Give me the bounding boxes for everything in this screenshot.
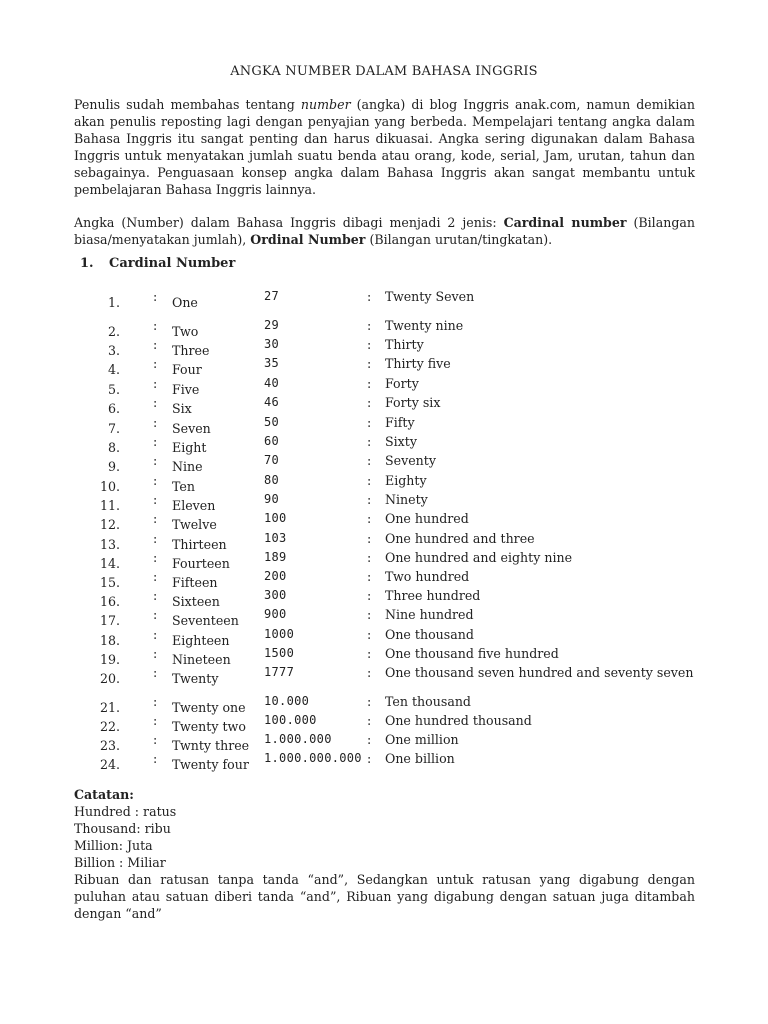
- row-colon: :: [367, 453, 372, 468]
- row-english: One thousand: [385, 627, 474, 642]
- row-word: Ten: [172, 479, 195, 494]
- note-line: Million: Juta: [74, 838, 153, 853]
- row-english: Two hundred: [385, 569, 470, 584]
- row-word: Nineteen: [172, 652, 231, 667]
- row-english: Twenty Seven: [385, 289, 475, 304]
- row-digits: 35: [264, 356, 280, 370]
- row-index: 19.: [99, 652, 120, 667]
- row-colon: :: [153, 356, 158, 371]
- row-colon: :: [367, 627, 372, 642]
- row-index: 17.: [99, 613, 120, 628]
- row-word: One: [172, 295, 198, 310]
- intro-emphasis: number: [300, 97, 351, 112]
- row-colon: :: [367, 511, 372, 526]
- row-word: Five: [172, 382, 200, 397]
- row-colon: :: [367, 395, 372, 410]
- row-digits: 10.000: [264, 694, 310, 708]
- row-colon: :: [153, 492, 158, 507]
- row-word: Twelve: [172, 517, 217, 532]
- row-colon: :: [153, 376, 158, 391]
- row-english: One million: [385, 732, 459, 747]
- row-colon: :: [367, 713, 372, 728]
- row-colon: :: [367, 569, 372, 584]
- row-index: 2.: [107, 324, 120, 339]
- row-colon: :: [153, 473, 158, 488]
- row-colon: :: [153, 550, 158, 565]
- note-and-rule: Ribuan dan ratusan tanpa tanda “and”, Sedangkan untuk ratusan yang digabung dengan puluhan atau satuan diberi tanda “and”, Ribuan yang digabung dengan satuan juga ditambah dengan “and”: [74, 872, 695, 921]
- row-digits: 300: [264, 588, 287, 602]
- row-colon: :: [153, 434, 158, 449]
- row-digits: 90: [264, 492, 280, 506]
- row-colon: :: [153, 588, 158, 603]
- row-index: 20.: [99, 671, 120, 686]
- row-index: 15.: [99, 575, 120, 590]
- row-colon: :: [367, 550, 372, 565]
- row-colon: :: [367, 289, 372, 304]
- row-english: One hundred and three: [385, 531, 535, 546]
- number-row: [0, 665, 768, 685]
- row-colon: :: [153, 751, 158, 766]
- row-english: One thousand five hundred: [385, 646, 559, 661]
- number-row: [0, 694, 768, 714]
- row-word: Twenty four: [172, 757, 249, 772]
- section-label: Cardinal Number: [109, 256, 236, 271]
- row-colon: :: [153, 665, 158, 680]
- row-digits: 70: [264, 453, 280, 467]
- row-colon: :: [153, 511, 158, 526]
- row-colon: :: [153, 607, 158, 622]
- intro-text-start: Penulis sudah membahas tentang: [74, 97, 301, 112]
- row-english: Fifty: [385, 415, 415, 430]
- row-digits: 30: [264, 337, 280, 351]
- row-index: 8.: [107, 440, 120, 455]
- row-word: Twenty one: [172, 700, 246, 715]
- number-row: [0, 473, 768, 493]
- row-index: 1.: [107, 295, 120, 310]
- notes-heading: Catatan:: [74, 787, 134, 802]
- row-word: Six: [172, 401, 192, 416]
- row-colon: :: [367, 434, 372, 449]
- row-colon: :: [367, 607, 372, 622]
- row-digits: 100: [264, 511, 287, 525]
- number-row: [0, 395, 768, 415]
- row-word: Eight: [172, 440, 207, 455]
- row-colon: :: [367, 588, 372, 603]
- row-colon: :: [153, 453, 158, 468]
- row-colon: :: [367, 415, 372, 430]
- number-types-paragraph: [74, 214, 695, 248]
- row-word: Four: [172, 362, 202, 377]
- number-row: [0, 550, 768, 570]
- row-english: Forty: [385, 376, 419, 391]
- row-index: 22.: [99, 719, 120, 734]
- row-word: Seventeen: [172, 613, 239, 628]
- row-word: Fifteen: [172, 575, 218, 590]
- row-english: Seventy: [385, 453, 436, 468]
- row-index: 18.: [99, 633, 120, 648]
- row-english: One thousand seven hundred and seventy seven: [385, 665, 694, 680]
- row-index: 10.: [99, 479, 120, 494]
- ordinal-desc: (Bilangan urutan/tingkatan).: [365, 232, 553, 247]
- row-word: Sixteen: [172, 594, 220, 609]
- row-english: One hundred and eighty nine: [385, 550, 573, 565]
- row-index: 11.: [99, 498, 120, 513]
- row-word: Eighteen: [172, 633, 230, 648]
- row-digits: 900: [264, 607, 287, 621]
- row-digits: 1777: [264, 665, 295, 679]
- row-colon: :: [367, 751, 372, 766]
- row-digits: 1.000.000: [264, 732, 332, 746]
- row-word: Fourteen: [172, 556, 230, 571]
- row-colon: :: [153, 531, 158, 546]
- number-row: [0, 531, 768, 551]
- row-colon: :: [367, 492, 372, 507]
- row-english: Thirty five: [385, 356, 451, 371]
- row-english: Thirty: [385, 337, 424, 352]
- section-number: 1.: [80, 256, 94, 271]
- row-english: Twenty nine: [385, 318, 464, 333]
- types-lead: Angka (Number) dalam Bahasa Inggris dibagi menjadi 2 jenis:: [74, 215, 504, 230]
- row-index: 9.: [107, 459, 120, 474]
- row-colon: :: [367, 473, 372, 488]
- number-row: [0, 492, 768, 512]
- row-index: 7.: [107, 421, 120, 436]
- row-colon: :: [367, 646, 372, 661]
- number-row: [0, 607, 768, 627]
- row-digits: 80: [264, 473, 280, 487]
- row-english: Ten thousand: [385, 694, 471, 709]
- number-row: [0, 415, 768, 435]
- row-colon: :: [367, 376, 372, 391]
- row-english: Ninety: [385, 492, 428, 507]
- row-english: One hundred: [385, 511, 469, 526]
- row-digits: 100.000: [264, 713, 317, 727]
- row-digits: 46: [264, 395, 280, 409]
- row-colon: :: [153, 732, 158, 747]
- row-colon: :: [153, 395, 158, 410]
- number-row: [0, 713, 768, 733]
- row-word: Twenty: [172, 671, 219, 686]
- row-index: 12.: [99, 517, 120, 532]
- row-word: Seven: [172, 421, 211, 436]
- row-digits: 103: [264, 531, 287, 545]
- note-line: Billion : Miliar: [74, 855, 166, 870]
- row-digits: 1.000.000.000: [264, 751, 362, 765]
- cardinal-desc: (Bilangan biasa/menyatakan jumlah),: [74, 215, 695, 247]
- row-english: Sixty: [385, 434, 417, 449]
- row-colon: :: [367, 356, 372, 371]
- row-word: Thirteen: [172, 537, 227, 552]
- note-line: Hundred : ratus: [74, 804, 177, 819]
- row-word: Twenty two: [172, 719, 246, 734]
- number-row: [0, 434, 768, 454]
- row-index: 21.: [99, 700, 120, 715]
- row-word: Nine: [172, 459, 203, 474]
- row-index: 16.: [99, 594, 120, 609]
- section-heading: [80, 256, 235, 271]
- row-index: 23.: [99, 738, 120, 753]
- row-colon: :: [367, 531, 372, 546]
- row-index: 6.: [107, 401, 120, 416]
- row-english: One hundred thousand: [385, 713, 532, 728]
- row-colon: :: [153, 694, 158, 709]
- note-line: Thousand: ribu: [74, 821, 171, 836]
- number-row: [0, 511, 768, 531]
- row-digits: 1000: [264, 627, 295, 641]
- row-colon: :: [153, 646, 158, 661]
- row-colon: :: [153, 415, 158, 430]
- row-colon: :: [367, 694, 372, 709]
- number-row: [0, 356, 768, 376]
- row-word: Twnty three: [172, 738, 250, 753]
- row-word: Three: [172, 343, 210, 358]
- row-index: 4.: [107, 362, 120, 377]
- row-colon: :: [367, 665, 372, 680]
- intro-paragraph: [74, 96, 695, 198]
- row-index: 5.: [107, 382, 120, 397]
- row-digits: 27: [264, 289, 280, 303]
- number-row: [0, 337, 768, 357]
- row-english: Forty six: [385, 395, 441, 410]
- row-digits: 60: [264, 434, 280, 448]
- row-digits: 1500: [264, 646, 295, 660]
- row-english: Three hundred: [385, 588, 481, 603]
- number-row: [0, 318, 768, 338]
- ordinal-term: Ordinal Number: [250, 232, 366, 247]
- row-colon: :: [367, 318, 372, 333]
- row-digits: 40: [264, 376, 280, 390]
- row-word: Eleven: [172, 498, 216, 513]
- number-row: [0, 453, 768, 473]
- number-row: [0, 646, 768, 666]
- row-colon: :: [153, 627, 158, 642]
- row-english: Nine hundred: [385, 607, 474, 622]
- row-colon: :: [367, 732, 372, 747]
- number-row: [0, 732, 768, 752]
- row-english: Eighty: [385, 473, 427, 488]
- row-index: 14.: [99, 556, 120, 571]
- notes-block: [74, 786, 695, 922]
- number-row: [0, 569, 768, 589]
- number-row: [0, 751, 768, 771]
- number-row: [0, 588, 768, 608]
- number-row: [0, 627, 768, 647]
- row-colon: :: [153, 289, 158, 304]
- row-colon: :: [367, 337, 372, 352]
- row-index: 24.: [99, 757, 120, 772]
- number-row: [0, 376, 768, 396]
- cardinal-term: Cardinal number: [503, 215, 627, 230]
- intro-text-rest: (angka) di blog Inggris anak.com, namun demikian akan penulis reposting lagi dengan penyajian yang berbeda. Mempelajari tentang angka dalam Bahasa Inggris itu sangat penting dan harus dikuasai. Angka sering digunakan dalam Bahasa Inggris untuk menyatakan jumlah suatu benda atau orang, kode, serial, Jam, urutan, tahun dan sebagainya. Penguasaan konsep angka dalam Bahasa Inggris akan sangat membantu untuk pembelajaran Bahasa Inggris lainnya.: [74, 97, 695, 197]
- row-colon: :: [153, 713, 158, 728]
- page-title: ANGKA NUMBER DALAM BAHASA INGGRIS: [230, 64, 538, 79]
- row-digits: 29: [264, 318, 280, 332]
- row-digits: 50: [264, 415, 280, 429]
- row-index: 13.: [99, 537, 120, 552]
- row-colon: :: [153, 318, 158, 333]
- row-index: 3.: [107, 343, 120, 358]
- row-colon: :: [153, 337, 158, 352]
- row-colon: :: [153, 569, 158, 584]
- row-digits: 189: [264, 550, 287, 564]
- row-english: One billion: [385, 751, 455, 766]
- row-digits: 200: [264, 569, 287, 583]
- row-word: Two: [172, 324, 199, 339]
- number-row: [0, 289, 768, 309]
